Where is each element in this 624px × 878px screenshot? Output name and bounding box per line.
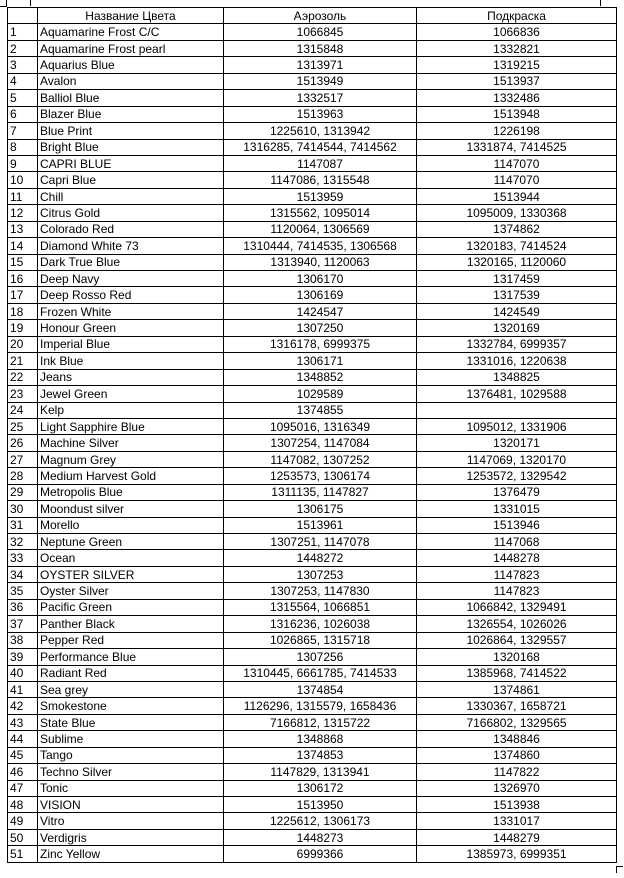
- row-number: 37: [8, 616, 38, 632]
- row-number: 43: [8, 714, 38, 730]
- aerosol-code: 1513963: [224, 106, 417, 122]
- row-number: 11: [8, 188, 38, 204]
- touch-up-code: 1448279: [417, 829, 617, 845]
- aerosol-code: 1253573, 1306174: [224, 468, 417, 484]
- table-row: [8, 665, 617, 681]
- color-name: Deep Rosso Red: [38, 287, 224, 303]
- table-row: [8, 402, 617, 418]
- table-row: [8, 698, 617, 714]
- row-number: 48: [8, 797, 38, 813]
- table-row: [8, 846, 617, 862]
- color-name: Ink Blue: [38, 353, 224, 369]
- touch-up-code: 1332784, 6999357: [417, 336, 617, 352]
- touch-up-code: 1331016, 1220638: [417, 353, 617, 369]
- touch-up-code: 1374861: [417, 681, 617, 697]
- aerosol-code: 1374855: [224, 402, 417, 418]
- color-name: Aquarius Blue: [38, 57, 224, 73]
- touch-up-code: 1448278: [417, 550, 617, 566]
- page-corner-mark: [0, 0, 7, 7]
- aerosol-code: 1374854: [224, 681, 417, 697]
- table-row: [8, 714, 617, 730]
- touch-up-code: 1513938: [417, 797, 617, 813]
- touch-up-code: 1326554, 1026026: [417, 616, 617, 632]
- row-number: 18: [8, 303, 38, 319]
- table-row: [8, 681, 617, 697]
- table-row: [8, 764, 617, 780]
- color-name: Aquamarine Frost pearl: [38, 40, 224, 56]
- row-number: 32: [8, 534, 38, 550]
- table-row: [8, 57, 617, 73]
- touch-up-code: [417, 402, 617, 418]
- aerosol-code: 1029589: [224, 386, 417, 402]
- table-row: [8, 155, 617, 171]
- table-row: [8, 106, 617, 122]
- table-header-row: [8, 8, 617, 24]
- row-number: 39: [8, 649, 38, 665]
- color-name: Techno Silver: [38, 764, 224, 780]
- row-number: 45: [8, 747, 38, 763]
- aerosol-code: 1315562, 1095014: [224, 205, 417, 221]
- aerosol-code: 1225610, 1313942: [224, 123, 417, 139]
- table-row: [8, 24, 617, 40]
- row-number: 16: [8, 271, 38, 287]
- row-number: 14: [8, 238, 38, 254]
- row-number: 36: [8, 599, 38, 615]
- row-number: 44: [8, 731, 38, 747]
- ruler-tick-right: [600, 0, 601, 6]
- aerosol-code: 1147086, 1315548: [224, 172, 417, 188]
- table-row: [8, 813, 617, 829]
- table-row: [8, 271, 617, 287]
- table-row: [8, 188, 617, 204]
- aerosol-code: 1311135, 1147827: [224, 484, 417, 500]
- color-name: Diamond White 73: [38, 238, 224, 254]
- color-name: Ocean: [38, 550, 224, 566]
- table-row: [8, 534, 617, 550]
- row-number: 31: [8, 517, 38, 533]
- table-row: [8, 172, 617, 188]
- touch-up-code: 1320168: [417, 649, 617, 665]
- touch-up-code: 1326970: [417, 780, 617, 796]
- touch-up-code: 1147069, 1320170: [417, 451, 617, 467]
- touch-up-code: 1332821: [417, 40, 617, 56]
- table-row: [8, 566, 617, 582]
- row-number: 40: [8, 665, 38, 681]
- color-name: Vitro: [38, 813, 224, 829]
- touch-up-code: 1331874, 7414525: [417, 139, 617, 155]
- aerosol-code: 1307250: [224, 320, 417, 336]
- row-number: 35: [8, 583, 38, 599]
- paint-color-table: [7, 7, 617, 863]
- row-number: 33: [8, 550, 38, 566]
- table-row: [8, 517, 617, 533]
- color-name: Panther Black: [38, 616, 224, 632]
- aerosol-code: 1316178, 6999375: [224, 336, 417, 352]
- row-number: 51: [8, 846, 38, 862]
- table-row: [8, 336, 617, 352]
- color-name: Aquamarine Frost C/C: [38, 24, 224, 40]
- row-number: 47: [8, 780, 38, 796]
- aerosol-code: 1306171: [224, 353, 417, 369]
- touch-up-code: 1066842, 1329491: [417, 599, 617, 615]
- touch-up-code: 1095009, 1330368: [417, 205, 617, 221]
- touch-up-code: 1317459: [417, 271, 617, 287]
- aerosol-code: 1066845: [224, 24, 417, 40]
- aerosol-code: 1126296, 1315579, 1658436: [224, 698, 417, 714]
- color-name: Frozen White: [38, 303, 224, 319]
- touch-up-code: 1513948: [417, 106, 617, 122]
- row-number: 4: [8, 73, 38, 89]
- row-number: 20: [8, 336, 38, 352]
- aerosol-code: 1310444, 7414535, 1306568: [224, 238, 417, 254]
- color-name: Machine Silver: [38, 435, 224, 451]
- aerosol-code: 1147082, 1307252: [224, 451, 417, 467]
- row-number: 2: [8, 40, 38, 56]
- color-name: Medium Harvest Gold: [38, 468, 224, 484]
- touch-up-code: 1331017: [417, 813, 617, 829]
- table-row: [8, 287, 617, 303]
- color-name: Moondust silver: [38, 501, 224, 517]
- aerosol-code: 1513959: [224, 188, 417, 204]
- row-number: 25: [8, 418, 38, 434]
- table-row: [8, 468, 617, 484]
- touch-up-code: 1320183, 7414524: [417, 238, 617, 254]
- row-number: 15: [8, 254, 38, 270]
- color-name: Pepper Red: [38, 632, 224, 648]
- color-name: Zinc Yellow: [38, 846, 224, 862]
- color-name: Deep Navy: [38, 271, 224, 287]
- touch-up-code: 1320171: [417, 435, 617, 451]
- touch-up-code: 1147068: [417, 534, 617, 550]
- table-row: [8, 550, 617, 566]
- table-row: [8, 386, 617, 402]
- color-name: Verdigris: [38, 829, 224, 845]
- header-touch-up: Подкраска: [417, 8, 617, 24]
- color-name: Avalon: [38, 73, 224, 89]
- touch-up-code: 1226198: [417, 123, 617, 139]
- touch-up-code: 7166802, 1329565: [417, 714, 617, 730]
- table-row: [8, 90, 617, 106]
- row-number: 5: [8, 90, 38, 106]
- touch-up-code: 1424549: [417, 303, 617, 319]
- row-number: 42: [8, 698, 38, 714]
- row-number: 23: [8, 386, 38, 402]
- color-name: Sublime: [38, 731, 224, 747]
- header-color-name: Название Цвета: [38, 8, 224, 24]
- color-name: OYSTER SILVER: [38, 566, 224, 582]
- table-row: [8, 123, 617, 139]
- aerosol-code: 1448273: [224, 829, 417, 845]
- aerosol-code: 1306170: [224, 271, 417, 287]
- row-number: 7: [8, 123, 38, 139]
- aerosol-code: 1307251, 1147078: [224, 534, 417, 550]
- table-row: [8, 797, 617, 813]
- touch-up-code: 1147822: [417, 764, 617, 780]
- table-row: [8, 829, 617, 845]
- row-number: 1: [8, 24, 38, 40]
- table-row: [8, 139, 617, 155]
- table-row: [8, 451, 617, 467]
- aerosol-code: 1095016, 1316349: [224, 418, 417, 434]
- color-name: Magnum Grey: [38, 451, 224, 467]
- aerosol-code: 1348868: [224, 731, 417, 747]
- color-name: Dark True Blue: [38, 254, 224, 270]
- row-number: 34: [8, 566, 38, 582]
- table-row: [8, 583, 617, 599]
- touch-up-code: 1330367, 1658721: [417, 698, 617, 714]
- row-number: 13: [8, 221, 38, 237]
- color-name: Balliol Blue: [38, 90, 224, 106]
- row-number: 24: [8, 402, 38, 418]
- row-number: 50: [8, 829, 38, 845]
- row-number: 49: [8, 813, 38, 829]
- color-name: CAPRI BLUE: [38, 155, 224, 171]
- row-number: 10: [8, 172, 38, 188]
- table-row: [8, 418, 617, 434]
- aerosol-code: 1026865, 1315718: [224, 632, 417, 648]
- color-name: Oyster Silver: [38, 583, 224, 599]
- color-name: Smokestone: [38, 698, 224, 714]
- touch-up-code: 1385973, 6999351: [417, 846, 617, 862]
- color-name: VISION: [38, 797, 224, 813]
- row-number: 29: [8, 484, 38, 500]
- table-row: [8, 353, 617, 369]
- color-name: Performance Blue: [38, 649, 224, 665]
- color-name: Capri Blue: [38, 172, 224, 188]
- aerosol-code: 1332517: [224, 90, 417, 106]
- touch-up-code: 1317539: [417, 287, 617, 303]
- aerosol-code: 1120064, 1306569: [224, 221, 417, 237]
- ruler-tick-left: [30, 0, 31, 6]
- aerosol-code: 1307256: [224, 649, 417, 665]
- aerosol-code: 1306175: [224, 501, 417, 517]
- table-row: [8, 303, 617, 319]
- aerosol-code: 1448272: [224, 550, 417, 566]
- aerosol-code: 1307254, 1147084: [224, 435, 417, 451]
- aerosol-code: 1306169: [224, 287, 417, 303]
- touch-up-code: 1319215: [417, 57, 617, 73]
- color-name: Blazer Blue: [38, 106, 224, 122]
- color-name: Jeans: [38, 369, 224, 385]
- touch-up-code: 1348846: [417, 731, 617, 747]
- color-name: Radiant Red: [38, 665, 224, 681]
- table-row: [8, 40, 617, 56]
- row-number: 6: [8, 106, 38, 122]
- aerosol-code: 1316236, 1026038: [224, 616, 417, 632]
- aerosol-code: 1316285, 7414544, 7414562: [224, 139, 417, 155]
- table-row: [8, 238, 617, 254]
- touch-up-code: 1147823: [417, 583, 617, 599]
- touch-up-code: 1332486: [417, 90, 617, 106]
- aerosol-code: 1147829, 1313941: [224, 764, 417, 780]
- table-row: [8, 484, 617, 500]
- touch-up-code: 1513944: [417, 188, 617, 204]
- table-row: [8, 221, 617, 237]
- aerosol-code: 6999366: [224, 846, 417, 862]
- touch-up-code: 1095012, 1331906: [417, 418, 617, 434]
- color-name: Sea grey: [38, 681, 224, 697]
- table-row: [8, 501, 617, 517]
- touch-up-code: 1513937: [417, 73, 617, 89]
- touch-up-code: 1147070: [417, 155, 617, 171]
- table-row: [8, 73, 617, 89]
- color-name: Tonic: [38, 780, 224, 796]
- row-number: 28: [8, 468, 38, 484]
- page-end-mark: [616, 866, 623, 873]
- row-number: 21: [8, 353, 38, 369]
- color-name: Kelp: [38, 402, 224, 418]
- aerosol-code: 1313940, 1120063: [224, 254, 417, 270]
- row-number: 19: [8, 320, 38, 336]
- aerosol-code: 1424547: [224, 303, 417, 319]
- touch-up-code: 1385968, 7414522: [417, 665, 617, 681]
- row-number: 46: [8, 764, 38, 780]
- row-number: 26: [8, 435, 38, 451]
- aerosol-code: 1147087: [224, 155, 417, 171]
- color-name: Imperial Blue: [38, 336, 224, 352]
- touch-up-code: 1320169: [417, 320, 617, 336]
- row-number: 30: [8, 501, 38, 517]
- aerosol-code: 1307253: [224, 566, 417, 582]
- header-number: [8, 8, 38, 24]
- table-body: [8, 24, 617, 862]
- touch-up-code: 1348825: [417, 369, 617, 385]
- color-name: Neptune Green: [38, 534, 224, 550]
- row-number: 22: [8, 369, 38, 385]
- row-number: 38: [8, 632, 38, 648]
- touch-up-code: 1320165, 1120060: [417, 254, 617, 270]
- touch-up-code: 1066836: [417, 24, 617, 40]
- color-name: Pacific Green: [38, 599, 224, 615]
- row-number: 12: [8, 205, 38, 221]
- touch-up-code: 1026864, 1329557: [417, 632, 617, 648]
- touch-up-code: 1513946: [417, 517, 617, 533]
- table-row: [8, 780, 617, 796]
- touch-up-code: 1374860: [417, 747, 617, 763]
- color-name: Jewel Green: [38, 386, 224, 402]
- table-row: [8, 320, 617, 336]
- header-aerosol: Аэрозоль: [224, 8, 417, 24]
- table-row: [8, 747, 617, 763]
- table-row: [8, 616, 617, 632]
- aerosol-code: 1306172: [224, 780, 417, 796]
- aerosol-code: 1513949: [224, 73, 417, 89]
- table-row: [8, 599, 617, 615]
- row-number: 41: [8, 681, 38, 697]
- aerosol-code: 1374853: [224, 747, 417, 763]
- table-row: [8, 632, 617, 648]
- row-number: 8: [8, 139, 38, 155]
- aerosol-code: 1313971: [224, 57, 417, 73]
- table-row: [8, 254, 617, 270]
- touch-up-code: 1147070: [417, 172, 617, 188]
- aerosol-code: 1348852: [224, 369, 417, 385]
- table-row: [8, 205, 617, 221]
- aerosol-code: 1513950: [224, 797, 417, 813]
- table-row: [8, 435, 617, 451]
- row-number: 9: [8, 155, 38, 171]
- color-name: Tango: [38, 747, 224, 763]
- table-row: [8, 731, 617, 747]
- aerosol-code: 1315564, 1066851: [224, 599, 417, 615]
- aerosol-code: 1310445, 6661785, 7414533: [224, 665, 417, 681]
- color-name: State Blue: [38, 714, 224, 730]
- table-row: [8, 649, 617, 665]
- color-name: Honour Green: [38, 320, 224, 336]
- color-name: Light Sapphire Blue: [38, 418, 224, 434]
- touch-up-code: 1376481, 1029588: [417, 386, 617, 402]
- color-name: Citrus Gold: [38, 205, 224, 221]
- row-number: 27: [8, 451, 38, 467]
- touch-up-code: 1376479: [417, 484, 617, 500]
- touch-up-code: 1253572, 1329542: [417, 468, 617, 484]
- touch-up-code: 1374862: [417, 221, 617, 237]
- color-name: Bright Blue: [38, 139, 224, 155]
- color-name: Metropolis Blue: [38, 484, 224, 500]
- aerosol-code: 1513961: [224, 517, 417, 533]
- aerosol-code: 7166812, 1315722: [224, 714, 417, 730]
- color-name: Morello: [38, 517, 224, 533]
- color-name: Colorado Red: [38, 221, 224, 237]
- touch-up-code: 1331015: [417, 501, 617, 517]
- aerosol-code: 1225612, 1306173: [224, 813, 417, 829]
- row-number: 3: [8, 57, 38, 73]
- color-name: Blue Print: [38, 123, 224, 139]
- row-number: 17: [8, 287, 38, 303]
- table-row: [8, 369, 617, 385]
- color-name: Chill: [38, 188, 224, 204]
- touch-up-code: 1147823: [417, 566, 617, 582]
- aerosol-code: 1307253, 1147830: [224, 583, 417, 599]
- aerosol-code: 1315848: [224, 40, 417, 56]
